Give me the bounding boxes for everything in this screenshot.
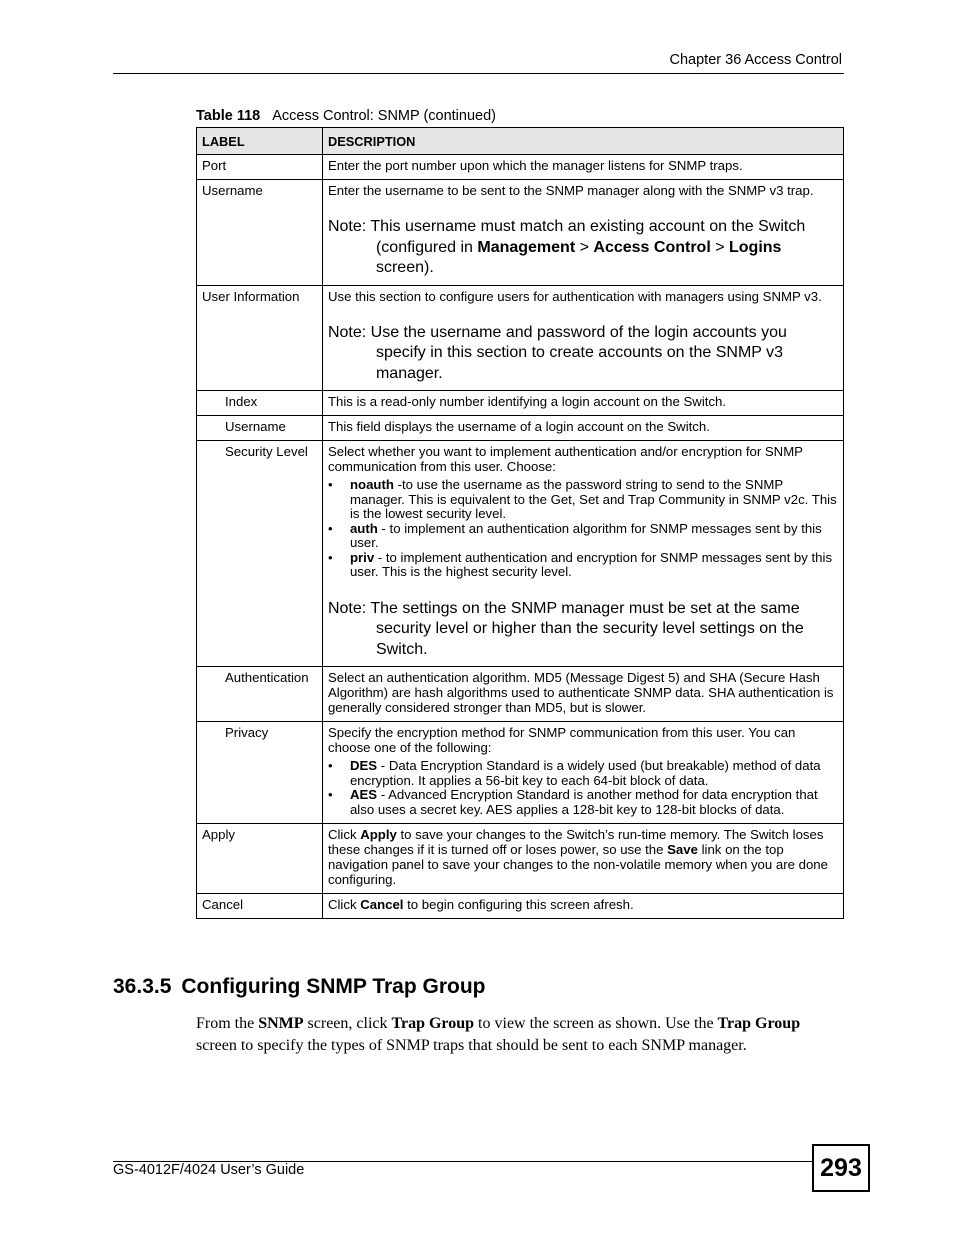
row-label: Privacy — [197, 722, 323, 824]
list-item: • auth - to implement an authentication algorithm for SNMP messages sent by this user. — [328, 522, 838, 551]
description-text: Use this section to configure users for authentication with managers using SNMP v3. — [327, 288, 822, 304]
row-label: Username — [197, 180, 323, 286]
table-row-port — [197, 155, 844, 180]
note: Note: This username must match an existing account on the Switch (configured in Management > Access Control > Logins screen). — [327, 218, 806, 276]
page-number: 293 — [812, 1144, 870, 1192]
table-row-authentication — [197, 667, 844, 722]
column-header-description: DESCRIPTION — [322, 128, 843, 155]
description-text: Select whether you want to implement authentication and/or encryption for SNMP communication from this user. Choose: — [327, 444, 803, 474]
column-header-label: LABEL — [197, 128, 323, 155]
row-label: Authentication — [197, 667, 323, 722]
row-label: Cancel — [197, 894, 323, 919]
table-row-privacy — [197, 722, 844, 824]
row-label: User Information — [197, 285, 323, 391]
row-description: Select an authentication algorithm. MD5 (Message Digest 5) and SHA (Secure Hash Algorithm) are hash algorithms used to authenticate SNMP data. SHA authentication is generally considered stronger than MD5, but is slower. — [322, 667, 843, 722]
row-description: Click Cancel to begin configuring this screen afresh. — [322, 894, 843, 919]
row-label: Username — [197, 416, 323, 441]
list-item: • DES - Data Encryption Standard is a widely used (but breakable) method of data encryption. It applies a 56-bit key to each 64-bit block of data. — [328, 759, 838, 788]
table-row-user-information — [197, 285, 844, 391]
row-description: Enter the port number upon which the manager listens for SNMP traps. — [322, 155, 843, 180]
row-description: This is a read-only number identifying a login account on the Switch. — [322, 391, 843, 416]
header-divider — [113, 73, 844, 74]
table-row-cancel — [197, 894, 844, 919]
list-item: • priv - to implement authentication and encryption for SNMP messages sent by this user. This is the highest security level. — [328, 551, 838, 580]
row-description — [322, 441, 843, 667]
option-list — [328, 478, 838, 580]
list-item: • AES - Advanced Encryption Standard is another method for data encryption that also uses a secret key. AES applies a 128-bit key to 128-bit blocks of data. — [328, 788, 838, 817]
description-text: Specify the encryption method for SNMP communication from this user. You can choose one of the following: — [327, 725, 796, 755]
option-list — [328, 759, 838, 817]
table-row-username — [197, 180, 844, 286]
note: Note: Use the username and password of the login accounts you specify in this section to create accounts on the SNMP v3 manager. — [327, 323, 787, 382]
description-text: Enter the username to be sent to the SNMP manager along with the SNMP v3 trap. — [327, 183, 814, 198]
row-label: Apply — [197, 824, 323, 894]
guide-title: GS-4012F/4024 User’s Guide — [113, 1162, 305, 1178]
table-caption — [196, 108, 496, 124]
body-paragraph: From the SNMP screen, click Trap Group to view the screen as shown. Use the Trap Group screen to specify the types of SNMP traps that should be sent to each SNMP manager. — [196, 1015, 801, 1054]
table-row-index — [197, 391, 844, 416]
row-description: This field displays the username of a login account on the Switch. — [322, 416, 843, 441]
note: Note: The settings on the SNMP manager must be set at the same security level or higher than the security level settings on the Switch. — [327, 599, 804, 658]
table-row-security-level — [197, 441, 844, 667]
row-label: Port — [197, 155, 323, 180]
table-number: Table 118 — [196, 108, 261, 124]
row-label: Security Level — [197, 441, 323, 667]
row-label: Index — [197, 391, 323, 416]
table-row-username-field — [197, 416, 844, 441]
table-header-row — [197, 128, 844, 155]
list-item: • noauth -to use the username as the password string to send to the SNMP manager. This is equivalent to the Get, Set and Trap Community in SNMP v2c. This is the lowest security level. — [328, 478, 838, 522]
row-description — [322, 285, 843, 391]
row-description — [322, 180, 843, 286]
chapter-title: Chapter 36 Access Control — [669, 52, 842, 68]
table-caption-text: Access Control: SNMP (continued) — [272, 108, 496, 124]
section-heading — [113, 975, 486, 999]
section-number: 36.3.5 — [113, 975, 172, 998]
row-description — [322, 722, 843, 824]
table-row-apply — [197, 824, 844, 894]
access-control-snmp-table — [196, 127, 844, 919]
section-title-text: Configuring SNMP Trap Group — [181, 975, 486, 998]
row-description: Click Apply to save your changes to the Switch’s run-time memory. The Switch loses these changes if it is turned off or loses power, so use the Save link on the top navigation panel to save your changes to the non-volatile memory when you are done configuring. — [322, 824, 843, 894]
